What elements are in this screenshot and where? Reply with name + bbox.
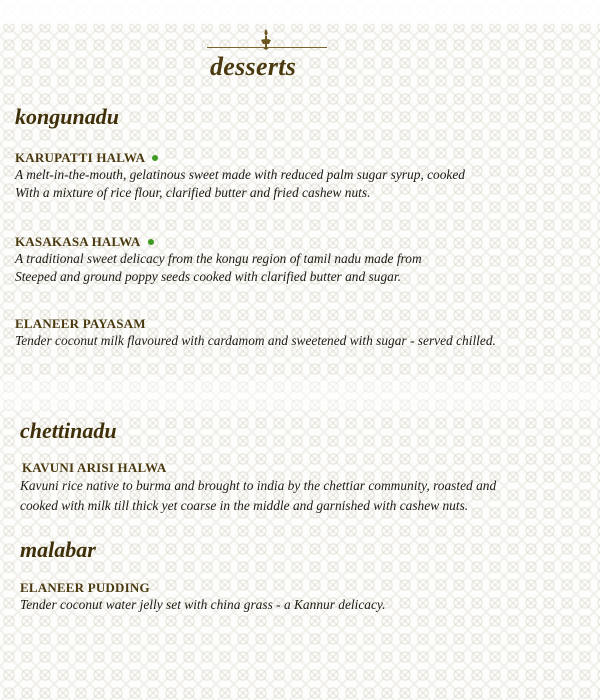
region-heading-kongunadu: kongunadu: [15, 104, 119, 129]
dish-name: KAVUNI ARISI HALWA: [22, 460, 167, 475]
veg-indicator-icon: [152, 155, 158, 161]
dish-name: KASAKASA HALWA: [15, 234, 141, 249]
dish-name-karupatti-halwa: [15, 150, 158, 166]
dish-name: ELANEER PAYASAM: [15, 316, 146, 331]
page-title: desserts: [210, 52, 297, 81]
dish-name-kasakasa-halwa: [15, 234, 154, 250]
dish-description: [20, 596, 385, 614]
dish-name: KARUPATTI HALWA: [15, 150, 146, 165]
dish-name-kavuni-arisi-halwa: [22, 460, 166, 476]
description-line: Tender coconut water jelly set with china grass - a Kannur delicacy.: [20, 597, 386, 612]
dish-description: [15, 332, 496, 350]
dish-name-elaneer-payasam: [15, 316, 146, 332]
dish-description: [20, 476, 496, 516]
description-line: A melt-in-the-mouth, gelatinous sweet made with reduced palm sugar syrup, cooked: [15, 167, 465, 182]
region-heading-malabar: malabar: [20, 537, 96, 562]
description-line: Tender coconut milk flavoured with cardamom and sweetened with sugar - served chilled.: [15, 333, 496, 348]
region-heading-chettinadu: chettinadu: [20, 418, 117, 443]
dish-name: ELANEER PUDDING: [20, 580, 150, 595]
dish-description: [15, 166, 465, 202]
description-line: With a mixture of rice flour, clarified butter and fried cashew nuts.: [15, 185, 371, 200]
description-line: Kavuni rice native to burma and brought to india by the chettiar community, roasted and: [20, 478, 497, 493]
description-line: Steeped and ground poppy seeds cooked with clarified butter and sugar.: [15, 269, 401, 284]
lamp-ornament-icon: [259, 28, 273, 50]
dish-description: [15, 250, 422, 286]
description-line: A traditional sweet delicacy from the kongu region of tamil nadu made from: [15, 251, 422, 266]
description-line: cooked with milk till thick yet coarse in the middle and garnished with cashew nuts.: [20, 498, 469, 513]
veg-indicator-icon: [148, 239, 154, 245]
dish-name-elaneer-pudding: [20, 580, 150, 596]
